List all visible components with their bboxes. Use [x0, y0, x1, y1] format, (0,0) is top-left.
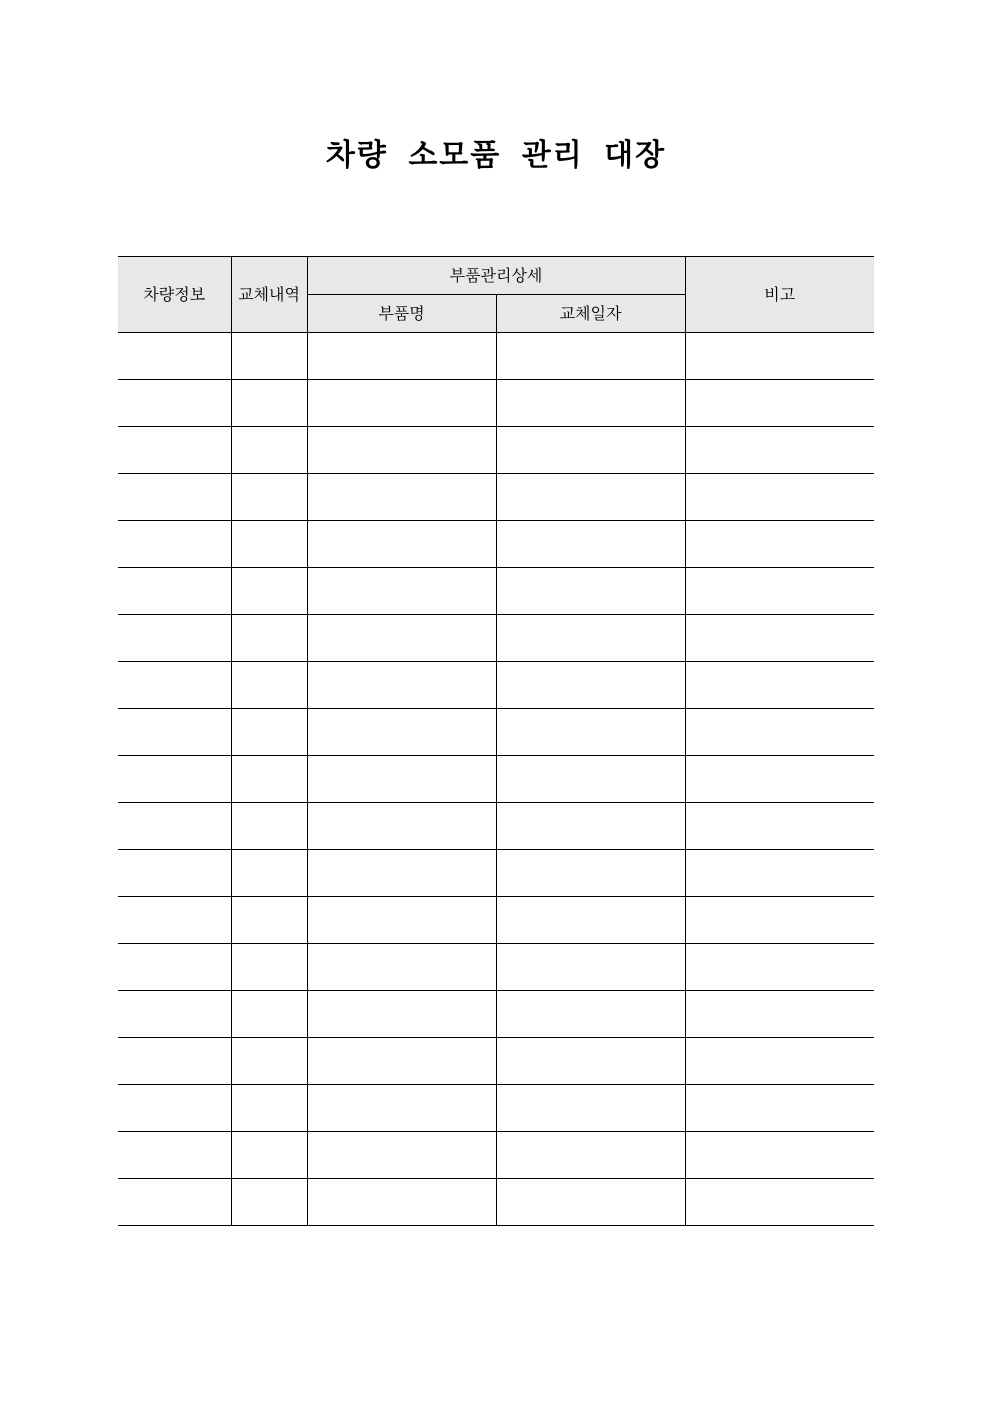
remarks-cell[interactable] [685, 427, 874, 474]
replacement-history-cell[interactable] [231, 662, 307, 709]
remarks-cell[interactable] [685, 991, 874, 1038]
part-name-cell[interactable] [307, 709, 496, 756]
table-row [118, 1038, 874, 1085]
replacement-date-cell[interactable] [496, 333, 685, 380]
part-name-cell[interactable] [307, 427, 496, 474]
table-row [118, 803, 874, 850]
table-row [118, 1179, 874, 1226]
vehicle-info-cell[interactable] [118, 662, 231, 709]
vehicle-info-cell[interactable] [118, 1038, 231, 1085]
table-row [118, 662, 874, 709]
header-part-name: 부품명 [307, 295, 496, 333]
remarks-cell[interactable] [685, 662, 874, 709]
table-row [118, 1085, 874, 1132]
table-row [118, 991, 874, 1038]
replacement-history-cell[interactable] [231, 803, 307, 850]
part-name-cell[interactable] [307, 803, 496, 850]
replacement-history-cell[interactable] [231, 521, 307, 568]
replacement-history-cell[interactable] [231, 850, 307, 897]
table-row [118, 944, 874, 991]
vehicle-info-cell[interactable] [118, 756, 231, 803]
replacement-history-cell[interactable] [231, 1038, 307, 1085]
table-row [118, 568, 874, 615]
vehicle-info-cell[interactable] [118, 615, 231, 662]
vehicle-info-cell[interactable] [118, 521, 231, 568]
remarks-cell[interactable] [685, 380, 874, 427]
vehicle-info-cell[interactable] [118, 991, 231, 1038]
part-name-cell[interactable] [307, 333, 496, 380]
vehicle-info-cell[interactable] [118, 803, 231, 850]
replacement-history-cell[interactable] [231, 333, 307, 380]
header-parts-detail: 부품관리상세 [307, 257, 685, 295]
table-row [118, 615, 874, 662]
replacement-date-cell[interactable] [496, 1179, 685, 1226]
part-name-cell[interactable] [307, 850, 496, 897]
header-row [118, 257, 874, 295]
header-replacement-date: 교체일자 [496, 295, 685, 333]
remarks-cell[interactable] [685, 474, 874, 521]
remarks-cell[interactable] [685, 803, 874, 850]
vehicle-info-cell[interactable] [118, 897, 231, 944]
table-row [118, 333, 874, 380]
replacement-history-cell[interactable] [231, 380, 307, 427]
table-row [118, 756, 874, 803]
ledger-body [118, 333, 874, 1226]
remarks-cell[interactable] [685, 333, 874, 380]
table-row [118, 427, 874, 474]
part-name-cell[interactable] [307, 991, 496, 1038]
part-name-cell[interactable] [307, 1085, 496, 1132]
replacement-history-cell[interactable] [231, 568, 307, 615]
vehicle-info-cell[interactable] [118, 944, 231, 991]
replacement-date-cell[interactable] [496, 897, 685, 944]
part-name-cell[interactable] [307, 380, 496, 427]
replacement-history-cell[interactable] [231, 427, 307, 474]
replacement-date-cell[interactable] [496, 803, 685, 850]
part-name-cell[interactable] [307, 615, 496, 662]
table-row [118, 709, 874, 756]
remarks-cell[interactable] [685, 1179, 874, 1226]
replacement-date-cell[interactable] [496, 991, 685, 1038]
remarks-cell[interactable] [685, 1085, 874, 1132]
part-name-cell[interactable] [307, 521, 496, 568]
table-row [118, 521, 874, 568]
replacement-date-cell[interactable] [496, 1132, 685, 1179]
replacement-history-cell[interactable] [231, 944, 307, 991]
vehicle-info-cell[interactable] [118, 568, 231, 615]
part-name-cell[interactable] [307, 568, 496, 615]
replacement-history-cell[interactable] [231, 756, 307, 803]
replacement-date-cell[interactable] [496, 756, 685, 803]
vehicle-info-cell[interactable] [118, 709, 231, 756]
part-name-cell[interactable] [307, 1038, 496, 1085]
part-name-cell[interactable] [307, 944, 496, 991]
header-replacement-history: 교체내역 [231, 257, 307, 333]
vehicle-info-cell[interactable] [118, 850, 231, 897]
replacement-date-cell[interactable] [496, 944, 685, 991]
remarks-cell[interactable] [685, 944, 874, 991]
vehicle-info-cell[interactable] [118, 1085, 231, 1132]
replacement-history-cell[interactable] [231, 615, 307, 662]
remarks-cell[interactable] [685, 850, 874, 897]
vehicle-info-cell[interactable] [118, 427, 231, 474]
replacement-history-cell[interactable] [231, 1179, 307, 1226]
replacement-date-cell[interactable] [496, 568, 685, 615]
replacement-date-cell[interactable] [496, 850, 685, 897]
replacement-history-cell[interactable] [231, 991, 307, 1038]
ledger-header [118, 257, 874, 333]
replacement-date-cell[interactable] [496, 380, 685, 427]
remarks-cell[interactable] [685, 756, 874, 803]
part-name-cell[interactable] [307, 1132, 496, 1179]
replacement-date-cell[interactable] [496, 709, 685, 756]
part-name-cell[interactable] [307, 756, 496, 803]
replacement-history-cell[interactable] [231, 474, 307, 521]
replacement-history-cell[interactable] [231, 709, 307, 756]
remarks-cell[interactable] [685, 1038, 874, 1085]
replacement-history-cell[interactable] [231, 1085, 307, 1132]
document-title: 차량 소모품 관리 대장 [325, 138, 667, 173]
remarks-cell[interactable] [685, 521, 874, 568]
vehicle-info-cell[interactable] [118, 1179, 231, 1226]
replacement-history-cell[interactable] [231, 897, 307, 944]
header-vehicle-info: 차량정보 [118, 257, 231, 333]
table-row [118, 474, 874, 521]
header-remarks: 비고 [685, 257, 874, 333]
table-row [118, 897, 874, 944]
replacement-date-cell[interactable] [496, 615, 685, 662]
part-name-cell[interactable] [307, 662, 496, 709]
remarks-cell[interactable] [685, 897, 874, 944]
table-row [118, 850, 874, 897]
replacement-date-cell[interactable] [496, 521, 685, 568]
part-name-cell[interactable] [307, 1179, 496, 1226]
replacement-history-cell[interactable] [231, 1132, 307, 1179]
consumables-ledger-table [118, 256, 874, 1226]
replacement-date-cell[interactable] [496, 1085, 685, 1132]
remarks-cell[interactable] [685, 568, 874, 615]
remarks-cell[interactable] [685, 709, 874, 756]
table-row [118, 1132, 874, 1179]
replacement-date-cell[interactable] [496, 1038, 685, 1085]
part-name-cell[interactable] [307, 474, 496, 521]
vehicle-info-cell[interactable] [118, 333, 231, 380]
vehicle-info-cell[interactable] [118, 474, 231, 521]
part-name-cell[interactable] [307, 897, 496, 944]
remarks-cell[interactable] [685, 1132, 874, 1179]
replacement-date-cell[interactable] [496, 474, 685, 521]
vehicle-info-cell[interactable] [118, 1132, 231, 1179]
replacement-date-cell[interactable] [496, 662, 685, 709]
remarks-cell[interactable] [685, 615, 874, 662]
replacement-date-cell[interactable] [496, 427, 685, 474]
vehicle-info-cell[interactable] [118, 380, 231, 427]
table-row [118, 380, 874, 427]
